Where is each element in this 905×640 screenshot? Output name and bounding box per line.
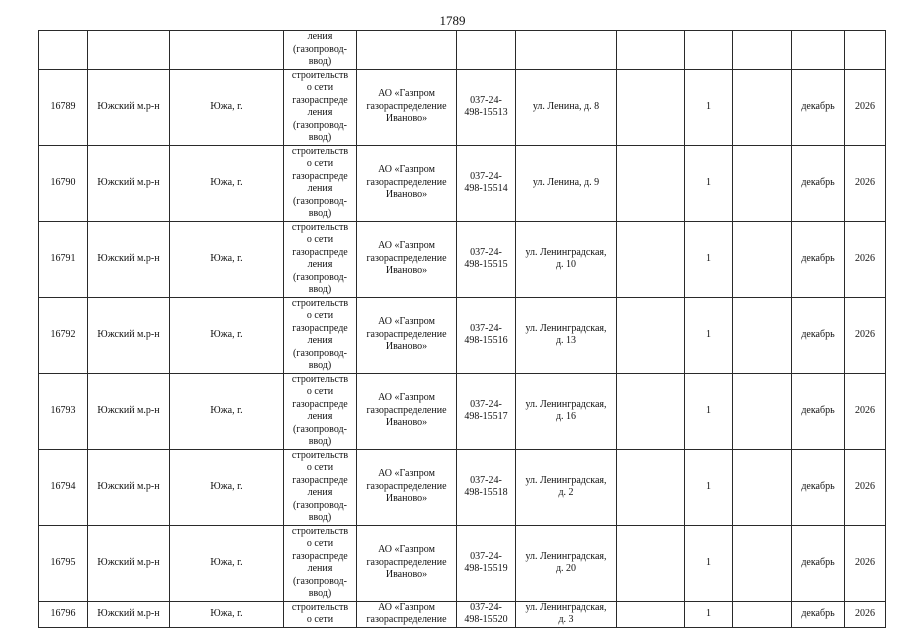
cell-year: 2026	[845, 69, 886, 145]
cell-line: Иваново»	[385, 493, 428, 505]
cell-work-type	[284, 69, 357, 145]
cell-district: Южский м.р-н	[88, 297, 170, 373]
cell-organization	[357, 221, 457, 297]
table-row	[39, 373, 886, 449]
cell-line: ления	[307, 183, 333, 194]
cell-work-type	[284, 297, 357, 373]
cell-line: ул. Ленинградская,	[525, 246, 607, 258]
cell-line: (газопровод-	[293, 43, 347, 55]
gas-network-table	[38, 30, 886, 628]
cell-code	[457, 145, 516, 221]
page-number: 1789	[439, 13, 466, 28]
cell-district: Южский м.р-н	[88, 221, 170, 297]
cell-district: Южский м.р-н	[88, 373, 170, 449]
cell-empty	[733, 373, 792, 449]
cell-line: АО «Газпром	[378, 468, 435, 480]
cell-quantity: 1	[685, 145, 733, 221]
cell-organization	[357, 525, 457, 601]
cell-number	[39, 31, 88, 70]
cell-line: 037-24-	[470, 550, 502, 562]
cell-line: АО «Газпром	[378, 240, 435, 252]
cell-line: ввод)	[308, 132, 332, 143]
cell-work-type	[284, 449, 357, 525]
table-row	[39, 69, 886, 145]
cell-line: о сети	[306, 234, 334, 245]
cell-line: (газопровод-	[293, 271, 347, 283]
cell-empty	[733, 31, 792, 70]
cell-line: 498-15513	[464, 107, 508, 118]
cell-line: (газопровод-	[293, 119, 347, 131]
cell-line: ввод)	[308, 56, 332, 67]
cell-line: газораспреде	[292, 322, 348, 334]
cell-line: газораспреде	[292, 94, 348, 106]
cell-quantity: 1	[685, 221, 733, 297]
cell-number: 16791	[39, 221, 88, 297]
cell-line: ул. Ленинградская,	[525, 550, 607, 562]
cell-district: Южский м.р-н	[88, 525, 170, 601]
cell-empty	[733, 525, 792, 601]
cell-line: ления	[307, 107, 333, 118]
cell-line: (газопровод-	[293, 499, 347, 511]
cell-city: Южа, г.	[170, 449, 284, 525]
cell-code	[457, 449, 516, 525]
cell-year: 2026	[845, 449, 886, 525]
cell-line: д. 2	[558, 487, 574, 498]
table-row	[39, 525, 886, 601]
cell-address	[516, 297, 617, 373]
cell-line: АО «Газпром	[378, 544, 435, 556]
cell-district: Южский м.р-н	[88, 145, 170, 221]
cell-work-type	[284, 601, 357, 627]
cell-line: строительств	[291, 525, 349, 537]
cell-line: газораспределение	[366, 404, 447, 416]
cell-month: декабрь	[792, 297, 845, 373]
cell-organization	[357, 69, 457, 145]
cell-empty	[733, 601, 792, 627]
cell-line: газораспределение	[366, 252, 447, 264]
cell-line: строительств	[291, 221, 349, 233]
cell-line: АО «Газпром	[378, 164, 435, 176]
cell-month: декабрь	[792, 69, 845, 145]
cell-organization	[357, 145, 457, 221]
cell-number: 16794	[39, 449, 88, 525]
cell-year: 2026	[845, 297, 886, 373]
cell-extra	[617, 221, 685, 297]
cell-line: строительств	[291, 297, 349, 309]
cell-empty	[733, 69, 792, 145]
cell-line: Иваново»	[385, 265, 428, 277]
cell-code	[457, 69, 516, 145]
cell-quantity: 1	[685, 449, 733, 525]
cell-quantity: 1	[685, 601, 733, 627]
cell-line: газораспреде	[292, 550, 348, 562]
cell-line: 498-15517	[464, 411, 508, 422]
cell-year: 2026	[845, 601, 886, 627]
cell-line: газораспреде	[292, 474, 348, 486]
cell-address	[516, 525, 617, 601]
cell-code	[457, 221, 516, 297]
cell-extra	[617, 31, 685, 70]
cell-address	[516, 221, 617, 297]
table-row	[39, 221, 886, 297]
cell-code	[457, 525, 516, 601]
cell-line: газораспреде	[292, 246, 348, 258]
cell-line: о сети	[306, 538, 334, 549]
cell-line: о сети	[306, 82, 334, 93]
cell-line: о сети	[306, 462, 334, 473]
cell-line: ввод)	[308, 208, 332, 219]
cell-quantity: 1	[685, 373, 733, 449]
cell-district: Южский м.р-н	[88, 449, 170, 525]
cell-line: строительств	[291, 449, 349, 461]
cell-empty	[733, 221, 792, 297]
table-body	[39, 31, 886, 628]
cell-month: декабрь	[792, 221, 845, 297]
cell-line: ввод)	[308, 360, 332, 371]
cell-line: 037-24-	[470, 474, 502, 486]
cell-district: Южский м.р-н	[88, 69, 170, 145]
cell-line: ления	[307, 487, 333, 498]
cell-number: 16790	[39, 145, 88, 221]
cell-line: 037-24-	[470, 601, 502, 613]
cell-line: (газопровод-	[293, 347, 347, 359]
cell-line: о сети	[306, 386, 334, 397]
table-row	[39, 601, 886, 627]
table-row	[39, 145, 886, 221]
cell-line: газораспреде	[292, 170, 348, 182]
cell-line: 037-24-	[470, 322, 502, 334]
cell-line: 037-24-	[470, 246, 502, 258]
cell-line: газораспределение	[366, 176, 447, 188]
cell-line: 498-15515	[464, 259, 508, 270]
cell-line: Иваново»	[385, 569, 428, 581]
cell-year: 2026	[845, 145, 886, 221]
cell-line: д. 16	[555, 411, 577, 422]
cell-number: 16795	[39, 525, 88, 601]
cell-empty	[733, 449, 792, 525]
cell-address	[516, 373, 617, 449]
cell-month: декабрь	[792, 373, 845, 449]
cell-extra	[617, 449, 685, 525]
cell-number: 16792	[39, 297, 88, 373]
cell-line: газораспреде	[292, 398, 348, 410]
cell-extra	[617, 525, 685, 601]
cell-empty	[733, 297, 792, 373]
cell-number: 16789	[39, 69, 88, 145]
cell-line: газораспределение	[366, 328, 447, 340]
cell-district: Южский м.р-н	[88, 601, 170, 627]
cell-line: 037-24-	[470, 398, 502, 410]
cell-organization	[357, 601, 457, 627]
cell-line: ул. Ленинградская,	[525, 398, 607, 410]
cell-year: 2026	[845, 373, 886, 449]
cell-work-type	[284, 525, 357, 601]
cell-work-type	[284, 221, 357, 297]
cell-code	[457, 31, 516, 70]
cell-line: строительств	[291, 69, 349, 81]
cell-quantity: 1	[685, 297, 733, 373]
cell-address	[516, 145, 617, 221]
cell-line: 498-15519	[464, 563, 508, 574]
cell-line: ления	[307, 259, 333, 270]
cell-city: Южа, г.	[170, 525, 284, 601]
cell-year: 2026	[845, 221, 886, 297]
cell-number: 16796	[39, 601, 88, 627]
cell-organization	[357, 373, 457, 449]
cell-year: 2026	[845, 525, 886, 601]
cell-city: Южа, г.	[170, 221, 284, 297]
cell-month: декабрь	[792, 145, 845, 221]
cell-code	[457, 297, 516, 373]
cell-work-type	[284, 373, 357, 449]
cell-line: 037-24-	[470, 94, 502, 106]
cell-code	[457, 373, 516, 449]
cell-city: Южа, г.	[170, 297, 284, 373]
cell-month: декабрь	[792, 525, 845, 601]
cell-line: Иваново»	[385, 341, 428, 353]
cell-line: ления	[307, 411, 333, 422]
cell-city	[170, 31, 284, 70]
cell-line: ул. Ленина, д. 9	[532, 176, 600, 188]
cell-line: ввод)	[308, 436, 332, 447]
cell-line: АО «Газпром	[378, 316, 435, 328]
cell-extra	[617, 601, 685, 627]
cell-line: газораспределение	[366, 480, 447, 492]
cell-month	[792, 31, 845, 70]
cell-line: газораспределение	[366, 556, 447, 568]
cell-line: (газопровод-	[293, 575, 347, 587]
cell-line: о сети	[306, 614, 334, 625]
cell-line: АО «Газпром	[378, 88, 435, 100]
cell-line: 037-24-	[470, 170, 502, 182]
cell-line: о сети	[306, 310, 334, 321]
cell-organization	[357, 31, 457, 70]
cell-line: д. 3	[558, 614, 574, 625]
cell-year	[845, 31, 886, 70]
cell-line: 498-15514	[464, 183, 508, 194]
cell-address	[516, 601, 617, 627]
cell-line: (газопровод-	[293, 195, 347, 207]
cell-line: 498-15516	[464, 335, 508, 346]
cell-line: ления	[307, 563, 333, 574]
cell-line: Иваново»	[385, 417, 428, 429]
cell-line: ления	[307, 335, 333, 346]
cell-line: д. 10	[555, 259, 577, 270]
cell-line: ввод)	[308, 588, 332, 599]
cell-line: д. 20	[555, 563, 577, 574]
cell-line: д. 13	[555, 335, 577, 346]
cell-line: Иваново»	[385, 189, 428, 201]
cell-quantity: 1	[685, 69, 733, 145]
cell-district	[88, 31, 170, 70]
cell-line: 498-15520	[464, 614, 508, 625]
cell-line: Иваново»	[385, 113, 428, 125]
cell-line: ления	[307, 31, 333, 42]
table-row	[39, 449, 886, 525]
cell-number: 16793	[39, 373, 88, 449]
cell-month: декабрь	[792, 449, 845, 525]
cell-line: строительств	[291, 145, 349, 157]
cell-address	[516, 31, 617, 70]
cell-organization	[357, 297, 457, 373]
cell-extra	[617, 297, 685, 373]
cell-city: Южа, г.	[170, 69, 284, 145]
cell-empty	[733, 145, 792, 221]
cell-work-type	[284, 145, 357, 221]
cell-extra	[617, 69, 685, 145]
table-row	[39, 297, 886, 373]
cell-line: АО «Газпром	[378, 601, 435, 613]
cell-line: строительств	[291, 601, 349, 613]
cell-line: газораспределение	[366, 614, 447, 625]
table-row-continued	[39, 31, 886, 70]
cell-city: Южа, г.	[170, 601, 284, 627]
cell-line: (газопровод-	[293, 423, 347, 435]
cell-line: ул. Ленина, д. 8	[532, 100, 600, 112]
cell-line: ул. Ленинградская,	[525, 474, 607, 486]
cell-line: ввод)	[308, 284, 332, 295]
cell-line: строительств	[291, 373, 349, 385]
cell-quantity	[685, 31, 733, 70]
cell-address	[516, 69, 617, 145]
cell-quantity: 1	[685, 525, 733, 601]
cell-line: АО «Газпром	[378, 392, 435, 404]
cell-extra	[617, 373, 685, 449]
cell-address	[516, 449, 617, 525]
cell-month: декабрь	[792, 601, 845, 627]
cell-extra	[617, 145, 685, 221]
cell-line: ввод)	[308, 512, 332, 523]
cell-line: газораспределение	[366, 100, 447, 112]
cell-line: о сети	[306, 158, 334, 169]
cell-line: 498-15518	[464, 487, 508, 498]
cell-code	[457, 601, 516, 627]
cell-organization	[357, 449, 457, 525]
cell-line: ул. Ленинградская,	[525, 322, 607, 334]
cell-line: ул. Ленинградская,	[525, 601, 607, 613]
cell-work-type	[284, 31, 357, 70]
cell-city: Южа, г.	[170, 373, 284, 449]
cell-city: Южа, г.	[170, 145, 284, 221]
